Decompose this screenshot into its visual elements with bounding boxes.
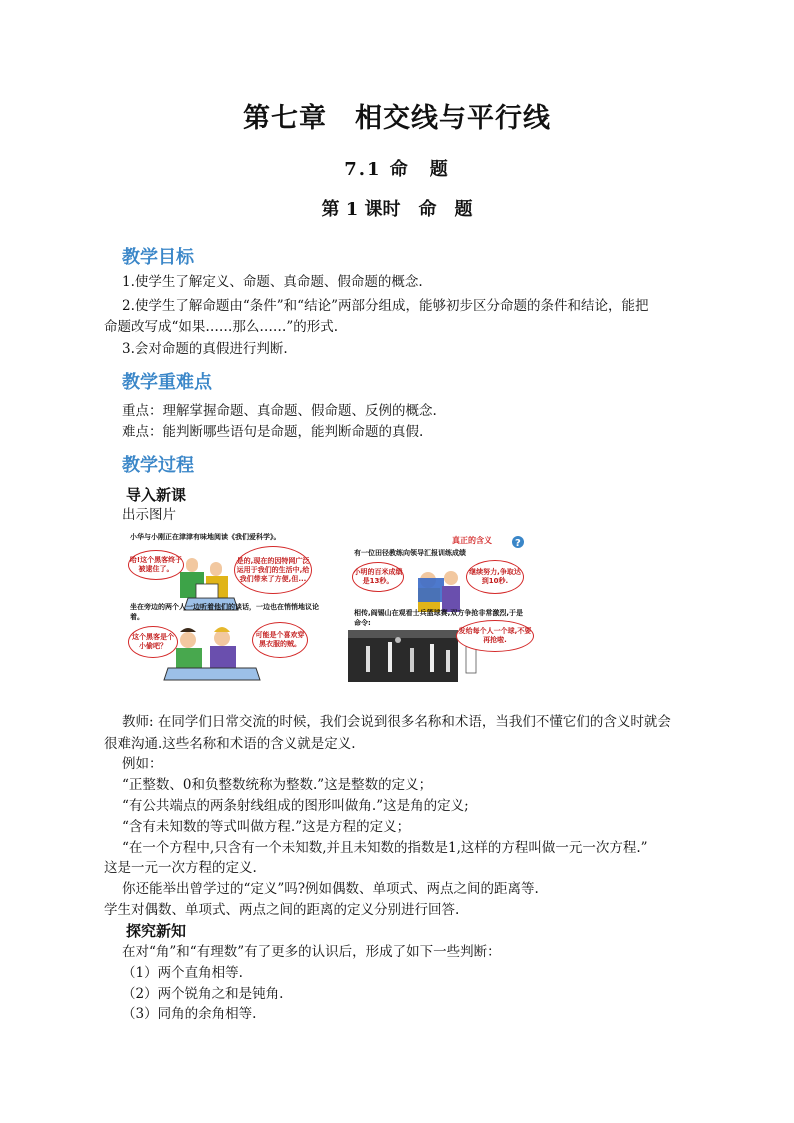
example-line: “在一个方程中,只含有一个未知数,并且未知数的指数是1,这样的方程叫做一元一次方程.” <box>122 840 648 856</box>
goals-heading: 教学目标 <box>122 247 194 268</box>
keypoints-heading: 教学重难点 <box>122 372 212 393</box>
process-heading: 教学过程 <box>122 455 194 476</box>
teacher-paragraph-line: 很难沟通.这些名称和术语的含义就是定义. <box>104 736 356 752</box>
key-point: 重点：理解掌握命题、真命题、假命题、反例的概念. <box>122 403 437 419</box>
judgment-item: （2）两个锐角之和是钝角. <box>122 986 284 1002</box>
example-line: 这是一元一次方程的定义. <box>104 860 257 876</box>
goal-item: 2.使学生了解命题由“条件”和“结论”两部分组成，能够初步区分命题的条件和结论，能把 <box>122 298 649 314</box>
show-picture-text: 出示图片 <box>122 507 176 523</box>
judgment-item: （3）同角的余角相等. <box>122 1006 257 1022</box>
explore-heading: 探究新知 <box>126 922 187 940</box>
example-line: “含有未知数的等式叫做方程.”这是方程的定义； <box>122 819 411 835</box>
intro-heading: 导入新课 <box>126 486 187 504</box>
caption-reading: 小华与小刚正在津津有味地阅读《我们爱科学》。 <box>130 533 281 541</box>
section-title: 7.1 命 题 <box>344 159 450 180</box>
speech-bubble: 这个黑客是个小偷吧？ <box>128 626 178 658</box>
lesson-title: 第 1 课时 命 题 <box>321 199 473 220</box>
teacher-paragraph-line: 教师: 在同学们日常交流的时候，我们会说到很多名称和术语，当我们不懂它们的含义时就会 <box>122 714 671 730</box>
speech-bubble: 哈!这个黑客终于被逮住了。 <box>128 550 184 580</box>
explore-intro: 在对“角”和“有理数”有了更多的认识后，形成了如下一些判断： <box>122 944 501 960</box>
comic-illustration <box>126 528 666 688</box>
caption-basketball: 相传,阎锡山在观看士兵篮球赛,双方争抢非常激烈,于是命令: <box>354 609 523 627</box>
speech-bubble: 小明的百米成绩是13秒。 <box>352 562 404 592</box>
caption-coach: 有一位田径教练向领导汇报训练成绩 <box>354 549 466 557</box>
judgment-item: （1）两个直角相等. <box>122 965 243 981</box>
svg-text:?: ? <box>515 538 521 549</box>
example-line: “正整数、0和负整数统称为整数.”这是整数的定义； <box>122 777 433 793</box>
question-text: 你还能举出曾学过的“定义”吗?例如偶数、单项式、两点之间的距离等. <box>122 881 539 897</box>
speech-bubble: 继续努力,争取达到10秒. <box>466 560 524 594</box>
chapter-title: 第七章 相交线与平行线 <box>243 103 551 134</box>
goal-item: 命题改写成“如果……那么……”的形式. <box>104 319 339 335</box>
basketball-photo <box>348 630 458 682</box>
right-panel-title: 真正的含义 <box>452 536 492 545</box>
speech-bubble: 发给每个人一个球,不要再抢啦. <box>456 620 534 652</box>
example-line: “有公共端点的两条射线组成的图形叫做角.”这是角的定义; <box>122 798 469 814</box>
speech-bubble: 可能是个喜欢穿黑衣服的贼。 <box>252 622 308 658</box>
coach-drawing <box>418 571 460 612</box>
whispering-kids-drawing <box>164 627 260 680</box>
answer-text: 学生对偶数、单项式、两点之间的距离的定义分别进行回答. <box>104 902 460 918</box>
example-label: 例如： <box>122 756 163 772</box>
difficult-point: 难点：能判断哪些语句是命题，能判断命题的真假. <box>122 424 424 440</box>
goal-item: 3.会对命题的真假进行判断. <box>122 341 288 357</box>
goal-item: 1.使学生了解定义、命题、真命题、假命题的概念. <box>122 274 423 290</box>
speech-bubble: 是的,现在的因特网广泛运用于我们的生活中,给我们带来了方便,但... <box>234 546 312 594</box>
caption-whisper: 坐在旁边的两个人一边听着他们的谈话，一边也在悄悄地议论着。 <box>130 603 319 621</box>
